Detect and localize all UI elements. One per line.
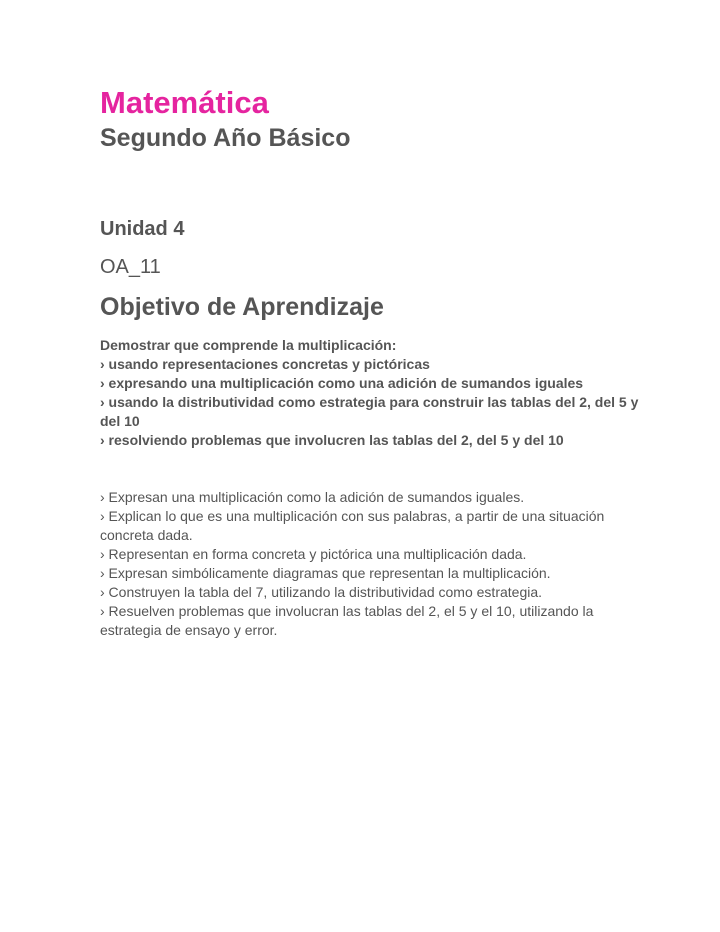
objective-text [100, 336, 640, 450]
objective-line: › expresando una multiplicación como una adición de sumandos iguales [100, 375, 584, 391]
objective-line: › usando la distributividad como estrategia para construir las tablas del 2, del 5 y del 10 [100, 394, 639, 429]
objective-line: › usando representaciones concretas y pictóricas [100, 356, 430, 372]
indicator-item: › Expresan una multiplicación como la adición de sumandos iguales. [100, 489, 525, 505]
objective-title: Objetivo de Aprendizaje [100, 293, 384, 321]
indicator-list [100, 488, 640, 640]
objective-code: OA_11 [100, 256, 161, 278]
objective-line: Demostrar que comprende la multiplicación: [100, 337, 397, 353]
grade-subtitle: Segundo Año Básico [100, 124, 351, 152]
indicator-item: › Construyen la tabla del 7, utilizando la distributividad como estrategia. [100, 584, 543, 600]
unit-heading: Unidad 4 [100, 218, 185, 240]
indicator-item: › Representan en forma concreta y pictórica una multiplicación dada. [100, 546, 527, 562]
document-page [100, 80, 640, 640]
indicator-item: › Expresan simbólicamente diagramas que representan la multiplicación. [100, 565, 551, 581]
subject-title: Matemática [100, 85, 269, 120]
indicator-item: › Explican lo que es una multiplicación con sus palabras, a partir de una situación concreta dada. [100, 508, 605, 543]
indicator-item: › Resuelven problemas que involucran las tablas del 2, el 5 y el 10, utilizando la estrategia de ensayo y error. [100, 603, 594, 638]
objective-line: › resolviendo problemas que involucren las tablas del 2, del 5 y del 10 [100, 432, 564, 448]
